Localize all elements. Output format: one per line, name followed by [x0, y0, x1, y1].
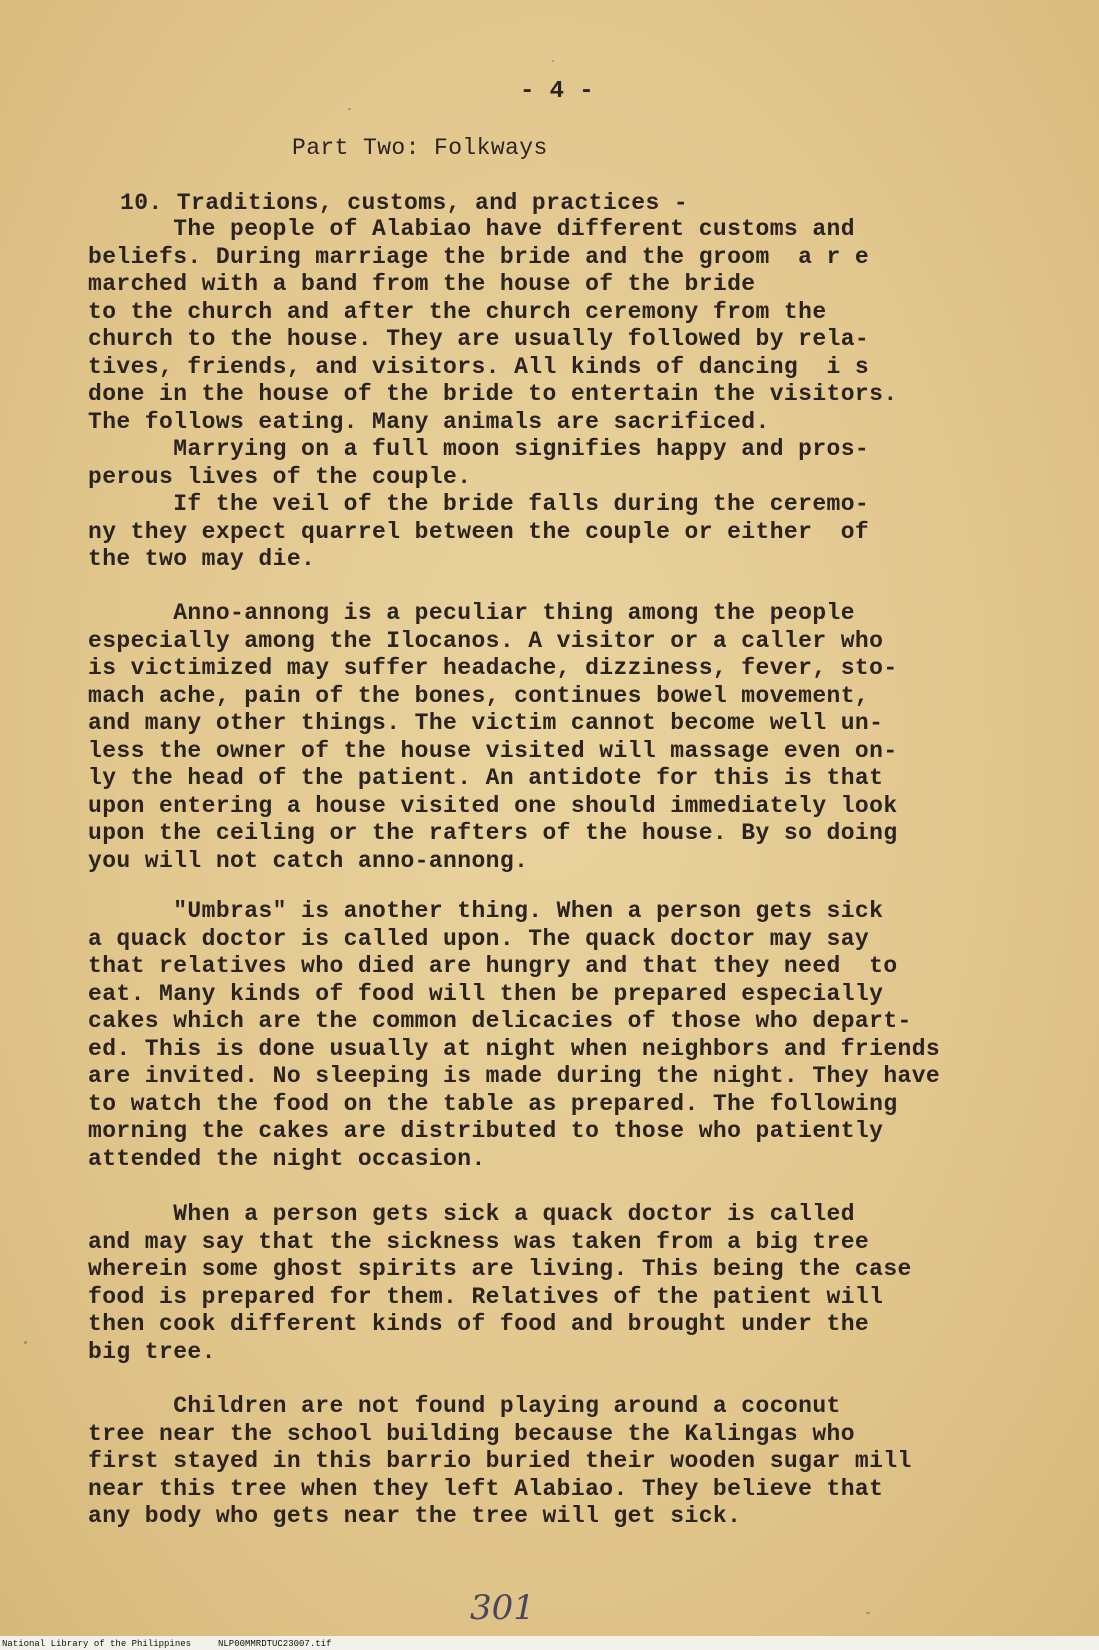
text-line: then cook different kinds of food and brought under the	[88, 1311, 870, 1337]
paragraph-umbras	[88, 898, 1068, 1173]
text-line: wherein some ghost spirits are living. This being the case	[88, 1256, 912, 1282]
text-line: you will not catch anno-annong.	[88, 847, 529, 874]
page-number: - 4 -	[520, 78, 595, 105]
footer-filename: NLP00MMRDTUC23007.tif	[218, 1639, 332, 1649]
text-line: "Umbras" is another thing. When a person gets sick	[88, 898, 884, 924]
text-line: beliefs. During marriage the bride and the groom a r e	[88, 243, 870, 270]
text-line: Marrying on a full moon signifies happy and pros-	[88, 436, 870, 462]
text-line: first stayed in this barrio buried their wooden sugar mill	[88, 1448, 912, 1474]
text-line: upon entering a house visited one should immediately look	[88, 792, 898, 819]
paragraph-coconut-tree	[88, 1393, 1068, 1531]
text-line: done in the house of the bride to entertain the visitors.	[88, 381, 898, 407]
text-line: to the church and after the church ceremony from the	[88, 298, 827, 325]
text-line: morning the cakes are distributed to those who patiently	[88, 1118, 884, 1144]
text-line: When a person gets sick a quack doctor is called	[88, 1201, 855, 1227]
text-line: any body who gets near the tree will get sick.	[88, 1503, 742, 1529]
text-line: to watch the food on the table as prepared. The following	[88, 1090, 898, 1117]
paper-speck	[348, 108, 351, 110]
text-line: is victimized may suffer headache, dizziness, fever, sto-	[88, 655, 898, 681]
text-line: less the owner of the house visited will massage even on-	[88, 737, 898, 764]
text-line: tives, friends, and visitors. All kinds of dancing i s	[88, 353, 870, 380]
text-line: The follows eating. Many animals are sacrificed.	[88, 408, 770, 435]
text-line: and may say that the sickness was taken from a big tree	[88, 1228, 870, 1255]
text-line: are invited. No sleeping is made during the night. They have	[88, 1063, 941, 1089]
text-line: attended the night occasion.	[88, 1145, 486, 1172]
text-line: especially among the Ilocanos. A visitor or a caller who	[88, 627, 884, 654]
paragraph-big-tree-spirits	[88, 1201, 1068, 1366]
text-line: church to the house. They are usually followed by rela-	[88, 326, 870, 352]
paragraph-anno-annong	[88, 600, 1068, 875]
text-line: ly the head of the patient. An antidote for this is that	[88, 765, 884, 791]
text-line: If the veil of the bride falls during the ceremo-	[88, 491, 870, 517]
text-line: tree near the school building because the Kalingas who	[88, 1420, 855, 1447]
text-line: the two may die.	[88, 546, 316, 572]
text-line: eat. Many kinds of food will then be prepared especially	[88, 980, 884, 1007]
text-line: ed. This is done usually at night when neighbors and friends	[88, 1035, 941, 1062]
paper-speck	[866, 1612, 870, 1614]
paper-speck	[552, 60, 554, 62]
text-line: upon the ceiling or the rafters of the house. By so doing	[88, 820, 898, 846]
paper-speck	[24, 1341, 27, 1344]
text-line: big tree.	[88, 1338, 216, 1365]
text-line: Anno-annong is a peculiar thing among the people	[88, 600, 855, 626]
text-line: a quack doctor is called upon. The quack doctor may say	[88, 925, 870, 952]
handwritten-page-annotation: 301	[470, 1588, 535, 1628]
text-line: mach ache, pain of the bones, continues bowel movement,	[88, 682, 870, 709]
text-line: perous lives of the couple.	[88, 463, 472, 490]
text-line: near this tree when they left Alabiao. They believe that	[88, 1475, 884, 1502]
paragraph-marriage-customs	[88, 216, 1068, 574]
text-line: ny they expect quarrel between the couple or either of	[88, 518, 870, 545]
text-line: Children are not found playing around a coconut	[88, 1393, 841, 1419]
footer-institution: National Library of the Philippines	[2, 1639, 192, 1649]
section-heading: 10. Traditions, customs, and practices -	[120, 190, 689, 216]
text-line: and many other things. The victim cannot become well un-	[88, 710, 884, 736]
text-line: cakes which are the common delicacies of those who depart-	[88, 1008, 912, 1034]
text-line: food is prepared for them. Relatives of the patient will	[88, 1283, 884, 1310]
text-line: marched with a band from the house of the bride	[88, 271, 756, 297]
text-line: that relatives who died are hungry and that they need to	[88, 953, 898, 979]
text-line: The people of Alabiao have different customs and	[88, 216, 855, 242]
part-title: Part Two: Folkways	[292, 135, 548, 161]
